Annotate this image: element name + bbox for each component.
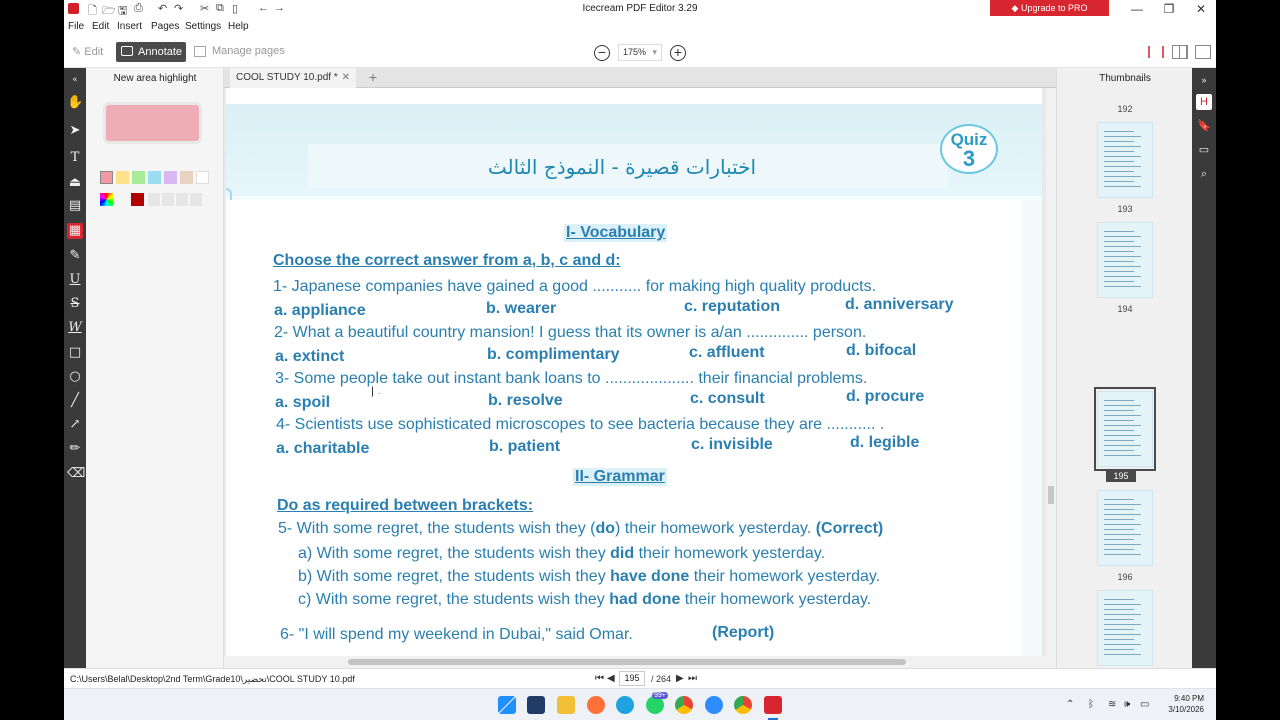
thumbnail-text-line <box>1104 281 1134 282</box>
tab-label: COOL STUDY 10.pdf * <box>236 72 338 83</box>
thumbnail-text-line <box>1104 181 1134 182</box>
note-comment-icon[interactable]: ▤ <box>68 198 82 213</box>
thumbnail-197[interactable] <box>1097 590 1153 666</box>
swatch-dark-red[interactable] <box>131 193 144 206</box>
thumbnail-text-line <box>1104 131 1134 132</box>
thumbnail-193[interactable] <box>1097 122 1153 198</box>
thumbnail-text-line <box>1104 410 1134 411</box>
copy-icon[interactable]: ⧉ <box>216 2 224 14</box>
system-clock[interactable] <box>1162 693 1204 715</box>
thumbnail-text-line <box>1104 624 1141 625</box>
file-path: C:\Users\Belal\Desktop\2nd Term\Grade10\تحضير\COOL STUDY 10.pdf <box>70 674 355 684</box>
main-toolbar <box>64 36 1216 68</box>
menu-pages[interactable]: Pages <box>151 21 180 32</box>
q5-tag: (Correct) <box>815 520 884 537</box>
q6-tag: (Report) <box>712 624 775 641</box>
manage-pages-button[interactable] <box>194 45 285 57</box>
thumbnail-text-line <box>1104 450 1134 451</box>
underline-icon[interactable]: U <box>69 272 81 287</box>
select-arrow-icon[interactable]: ➤ <box>69 123 81 138</box>
swatch-pink[interactable] <box>100 171 113 184</box>
q2-option-b: b. complimentary <box>487 346 620 363</box>
comments-icon[interactable]: ▭ <box>1198 144 1210 156</box>
q1-option-b: b. wearer <box>486 300 557 317</box>
quiz-label: Quiz <box>950 130 988 149</box>
collapse-panel-icon[interactable]: « <box>72 75 78 85</box>
rectangle-icon[interactable]: □ <box>68 345 82 360</box>
swatch-purple[interactable] <box>164 171 177 184</box>
paste-icon[interactable]: ▯ <box>232 3 239 15</box>
thumb-number-194: 194 <box>1117 304 1133 314</box>
q4-option-a: a. charitable <box>276 440 370 457</box>
q3-option-c: c. consult <box>690 390 765 407</box>
open-folder-icon[interactable]: 🗁 <box>102 5 116 17</box>
thumbnail-text-line <box>1104 166 1141 167</box>
thumbnail-text-line <box>1104 529 1134 530</box>
q3-option-a: a. spoil <box>275 394 331 411</box>
prev-page-icon[interactable]: ◀ <box>607 673 615 684</box>
thumbnail-text-line <box>1104 514 1141 515</box>
eraser-icon[interactable]: ⌫ <box>67 466 86 481</box>
menu-settings[interactable]: Settings <box>185 21 222 32</box>
thumbnail-text-line <box>1104 266 1141 267</box>
thumbnail-text-line <box>1104 246 1141 247</box>
clock-date: 3/10/2026 <box>1168 705 1204 714</box>
thumbnail-text-line <box>1104 276 1141 277</box>
diamond-icon: ◆ <box>1011 3 1021 13</box>
annotate-mode-button[interactable] <box>116 42 186 62</box>
q4-option-b: b. patient <box>489 438 561 455</box>
search-icon[interactable]: ⌕ <box>1200 168 1208 180</box>
q1-option-a: a. appliance <box>274 302 366 319</box>
instruction-vocabulary: Choose the correct answer from a, b, c and d: <box>273 252 621 269</box>
thumbnail-text-line <box>1104 604 1141 605</box>
thumbnail-text-line <box>1104 256 1141 257</box>
thumbnail-text-line <box>1104 634 1141 635</box>
page-number-input[interactable]: 195 <box>619 671 645 686</box>
thumb-number-193: 193 <box>1117 204 1133 214</box>
scanned-page <box>226 104 1042 658</box>
arabic-title: اختبارات قصيرة - النموذج الثالث <box>487 155 757 179</box>
instruction-grammar: Do as required between brackets: <box>277 497 534 514</box>
windows-taskbar <box>64 688 1216 720</box>
first-page-icon[interactable]: ⏮ <box>595 673 604 684</box>
thumbnail-text-line <box>1104 440 1134 441</box>
a5b-post: their homework yesterday. <box>689 568 881 585</box>
start-button-icon[interactable] <box>498 696 516 714</box>
vertical-scroll-thumb[interactable] <box>1048 486 1054 504</box>
chrome-icon[interactable] <box>675 696 693 714</box>
arrow-icon[interactable]: ↗ <box>69 417 81 432</box>
a5c-post: their homework yesterday. <box>680 591 872 608</box>
menu-bar <box>64 18 1216 36</box>
q2-option-a: a. extinct <box>275 348 345 365</box>
chrome-profile-icon[interactable] <box>734 696 752 714</box>
thumbnail-text-line <box>1104 599 1134 600</box>
a5a-pre: a) With some regret, the students wish they <box>298 545 611 562</box>
question-3: 3- Some people take out instant bank loans to .................... their financial problems. <box>275 370 868 387</box>
swatch-blue[interactable] <box>148 171 161 184</box>
fullscreen-icon[interactable] <box>1195 45 1211 59</box>
new-tab-button[interactable]: + <box>368 69 378 85</box>
q3-option-b: b. resolve <box>488 392 563 409</box>
right-side-tools <box>1192 68 1216 668</box>
tab-cool-study[interactable] <box>230 68 356 88</box>
comment-icon <box>121 46 133 56</box>
thumbnail-text-line <box>1104 425 1141 426</box>
quiz-number: 3 <box>962 146 976 171</box>
q2-option-d: d. bifocal <box>846 342 917 359</box>
q5-start: 5- With some regret, the students wish they ( <box>278 520 596 537</box>
a5a-bold: did <box>610 545 635 562</box>
q4-option-c: c. invisible <box>691 436 773 453</box>
undo-icon[interactable]: ↶ <box>158 3 168 15</box>
last-page-icon[interactable]: ⏭ <box>688 673 697 684</box>
color-picker-icon[interactable] <box>100 193 113 206</box>
thumbnail-text-line <box>1104 146 1141 147</box>
document-viewport[interactable] <box>224 88 1056 668</box>
thumbnail-text-line <box>1104 261 1134 262</box>
thumbnail-text-line <box>1104 171 1134 172</box>
annotation-tools <box>64 68 86 668</box>
title-bar <box>64 0 1216 18</box>
status-bar <box>64 668 1216 688</box>
a5a-post: their homework yesterday. <box>634 545 826 562</box>
new-file-icon[interactable]: 🗋 <box>88 5 97 17</box>
battery-icon[interactable]: ▭ <box>1140 699 1150 710</box>
thumbnail-text-line <box>1104 654 1141 655</box>
upgrade-button[interactable] <box>990 0 1109 16</box>
thumbnail-text-line <box>1104 549 1134 550</box>
thumbnail-text-line <box>1104 639 1134 640</box>
swatch-beige[interactable] <box>180 171 193 184</box>
menu-edit[interactable]: Edit <box>92 21 110 32</box>
minimize-button[interactable]: — <box>1131 2 1143 16</box>
redo-icon[interactable]: ↷ <box>174 3 184 15</box>
next-page-icon[interactable]: ▶ <box>676 673 684 684</box>
q3-option-d: d. procure <box>846 388 925 405</box>
a5c-pre: c) With some regret, the students wish they <box>298 591 610 608</box>
save-icon[interactable]: 🖫 <box>118 5 128 17</box>
thumbnail-text-line <box>1104 271 1134 272</box>
properties-panel <box>86 68 224 668</box>
left-letterbox <box>0 0 64 720</box>
properties-title: New area highlight <box>113 73 197 84</box>
thumbnail-text-line <box>1104 156 1141 157</box>
thumbnail-text-line <box>1104 534 1141 535</box>
section-grammar: II- Grammar <box>575 468 665 485</box>
question-5 <box>278 520 883 538</box>
thumbnails-title: Thumbnails <box>1099 73 1151 84</box>
thumbnail-text-line <box>1104 499 1134 500</box>
thumbnail-text-line <box>1104 286 1141 287</box>
thumb-number-196: 196 <box>1117 572 1133 582</box>
thumbnail-text-line <box>1104 524 1141 525</box>
manage-pages-label: Manage pages <box>212 45 285 57</box>
squiggly-icon[interactable]: W <box>68 320 82 335</box>
section-vocabulary: I- Vocabulary <box>566 224 666 241</box>
pencil-draw-icon[interactable]: ✏ <box>69 441 81 456</box>
ellipse-icon[interactable]: ○ <box>69 369 81 384</box>
zoom-select[interactable] <box>618 44 662 61</box>
a5b-pre: b) With some regret, the students wish they <box>298 568 611 585</box>
q5-end: ) their homework yesterday. <box>615 520 812 537</box>
a5c-bold: had done <box>609 591 681 608</box>
thumbnail-text-line <box>1104 435 1141 436</box>
hand-tool-icon[interactable]: ✋ <box>67 95 84 110</box>
swatch-green[interactable] <box>132 171 145 184</box>
thumbnail-text-line <box>1104 236 1141 237</box>
thumbnail-text-line <box>1104 141 1134 142</box>
forward-arrow-icon[interactable]: → <box>274 2 285 14</box>
thumbnail-text-line <box>1104 151 1134 152</box>
thumb-number-195: 195 <box>1106 471 1136 482</box>
notification-badge: 99+ <box>654 692 666 699</box>
swatch-white[interactable] <box>196 171 209 184</box>
thumbnail-text-line <box>1104 455 1141 456</box>
thumbnail-text-line <box>1104 539 1134 540</box>
file-explorer-icon[interactable] <box>557 696 575 714</box>
thumbnail-text-line <box>1104 231 1134 232</box>
right-letterbox <box>1216 0 1280 720</box>
highlight-preview <box>106 105 199 141</box>
bookmark-icon[interactable]: 🔖 <box>1197 120 1211 132</box>
area-highlight-icon[interactable]: ▦ <box>68 223 82 238</box>
thumbnail-text-line <box>1104 136 1141 137</box>
thumbnail-text-line <box>1104 614 1141 615</box>
zoom-value: 175% <box>623 47 647 57</box>
empty-swatch-slots <box>148 193 204 206</box>
cut-icon[interactable]: ✂ <box>200 3 210 15</box>
volume-icon[interactable]: 🕪 <box>1124 699 1131 710</box>
text-tool-icon[interactable]: T <box>70 150 80 165</box>
zoom-in-button[interactable]: + <box>670 45 686 61</box>
document-tab-bar <box>224 68 1056 88</box>
thumbnail-text-line <box>1104 544 1141 545</box>
menu-insert[interactable]: Insert <box>117 21 143 32</box>
thumbnail-195[interactable] <box>1097 391 1153 467</box>
window-title: Icecream PDF Editor 3.29 <box>582 3 698 14</box>
store-app-icon[interactable] <box>527 696 545 714</box>
thumbnail-194[interactable] <box>1097 222 1153 298</box>
q1-option-c: c. reputation <box>684 298 781 315</box>
clock-time: 9:40 PM <box>1174 694 1204 703</box>
icecream-pdf-icon[interactable] <box>764 696 782 714</box>
thumbnails-tab-icon[interactable]: H <box>1196 94 1212 110</box>
question-4: 4- Scientists use sophisticated microscopes to see bacteria because they are ........... . <box>276 416 885 433</box>
two-page-view-icon[interactable] <box>1172 45 1188 59</box>
wifi-icon[interactable]: ≋ <box>1108 699 1117 710</box>
thumbnail-text-line <box>1104 161 1134 162</box>
maximize-button[interactable]: ❐ <box>1163 2 1175 16</box>
thumbnail-text-line <box>1104 420 1134 421</box>
thumbnails-panel <box>1056 68 1192 668</box>
a5b-bold: have done <box>610 568 690 585</box>
thumbnail-text-line <box>1104 609 1134 610</box>
horizontal-scroll-thumb[interactable] <box>348 659 906 665</box>
thumbnail-text-line <box>1104 430 1134 431</box>
thumbnail-text-line <box>1104 504 1141 505</box>
q1-option-d: d. anniversary <box>845 296 954 313</box>
line-icon[interactable]: ╱ <box>71 393 79 408</box>
thumbnail-text-line <box>1104 629 1134 630</box>
expand-panel-icon[interactable]: » <box>1201 75 1207 85</box>
thumbnail-text-line <box>1104 415 1141 416</box>
q5-bold: do <box>595 520 616 537</box>
thumbnail-text-line <box>1104 519 1134 520</box>
thumbnail-text-line <box>1104 509 1134 510</box>
edit-mode-label: Edit <box>84 46 104 58</box>
thumbnail-text-line <box>1104 400 1134 401</box>
thumbnail-196[interactable] <box>1097 490 1153 566</box>
app-window <box>64 0 1216 720</box>
zoom-app-icon[interactable] <box>705 696 723 714</box>
pdf-page <box>226 88 1042 658</box>
q4-option-d: d. legible <box>850 434 920 451</box>
highlighter-icon[interactable]: ✎ <box>69 248 81 263</box>
pencil-icon: ✎ <box>72 46 85 58</box>
thumbnail-text-line <box>1104 405 1141 406</box>
vertical-scrollbar[interactable] <box>1046 88 1056 668</box>
stamp-icon[interactable]: ⏏ <box>68 175 82 190</box>
menu-help[interactable]: Help <box>228 21 249 32</box>
tray-chevron-up-icon[interactable]: ⌃ <box>1066 699 1075 710</box>
thumbnail-text-line <box>1104 644 1141 645</box>
single-page-view-icon[interactable] <box>1148 46 1164 58</box>
thumbnail-text-line <box>1104 619 1134 620</box>
zoom-out-button[interactable]: − <box>594 45 610 61</box>
thumbnail-text-line <box>1104 176 1141 177</box>
question-1: 1- Japanese companies have gained a good ........... for making high quality products. <box>273 278 877 295</box>
total-pages: / 264 <box>651 674 672 684</box>
thumbnail-text-line <box>1104 251 1134 252</box>
back-arrow-icon[interactable]: ← <box>258 2 269 14</box>
question-6: 6- "I will spend my weekend in Dubai," said Omar. <box>280 626 633 643</box>
upgrade-label: Upgrade to PRO <box>1020 3 1088 13</box>
quiz-badge <box>940 124 998 174</box>
thumbnail-text-line <box>1104 445 1141 446</box>
tab-close-icon[interactable]: ✕ <box>341 72 350 83</box>
bluetooth-icon[interactable]: ᛒ <box>1088 699 1094 710</box>
thumbnail-text-line <box>1104 554 1141 555</box>
annotate-mode-label: Annotate <box>138 46 183 58</box>
close-button[interactable]: ✕ <box>1195 2 1207 16</box>
print-icon[interactable]: ⎙ <box>134 2 143 14</box>
question-2: 2- What a beautiful country mansion! I guess that its owner is a/an .............. person. <box>274 324 867 341</box>
thumbnail-text-line <box>1104 241 1134 242</box>
answer-5c <box>298 591 871 609</box>
chevron-down-icon: ▾ <box>652 47 657 57</box>
thumbnail-text-line <box>1104 649 1134 650</box>
pages-grid-icon <box>194 46 206 57</box>
q2-option-c: c. affluent <box>689 344 765 361</box>
answer-5a <box>298 545 825 563</box>
edit-mode-button[interactable] <box>72 45 103 58</box>
swatch-yellow[interactable] <box>116 171 129 184</box>
thumb-number-192: 192 <box>1117 104 1133 114</box>
strikethrough-icon[interactable]: S <box>70 296 80 311</box>
answer-5b <box>298 568 880 586</box>
menu-file[interactable]: File <box>68 21 85 32</box>
edge-icon[interactable] <box>616 696 634 714</box>
thumbnail-text-line <box>1104 186 1141 187</box>
firefox-icon[interactable] <box>587 696 605 714</box>
horizontal-scrollbar[interactable] <box>224 656 1046 668</box>
